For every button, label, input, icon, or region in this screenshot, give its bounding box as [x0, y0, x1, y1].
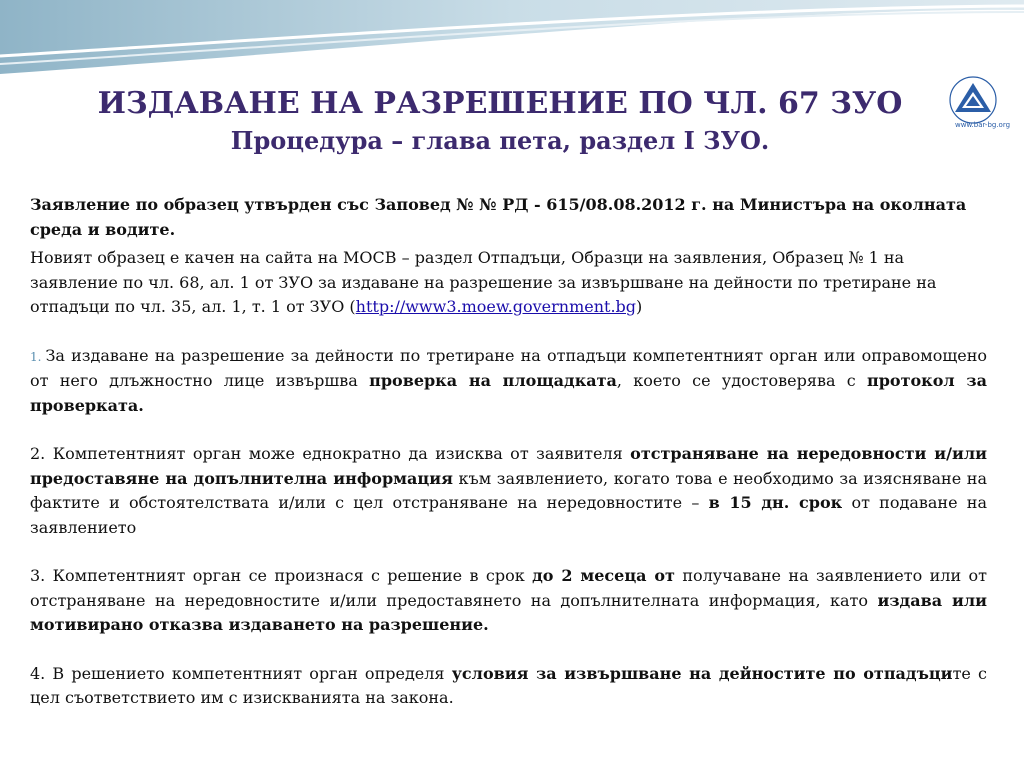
slide-body	[30, 193, 987, 711]
spacer	[30, 320, 987, 344]
item1-text-b: , което се удостоверява с	[616, 371, 868, 390]
intro-paragraph	[30, 193, 987, 242]
list-item-4	[30, 662, 987, 711]
item1-text-a: За издаване на разрешение за дейности по третиране на отпадъци компетентният орган или оправомощено от него длъжностно лице извършва	[30, 345, 987, 390]
moew-link[interactable]: http://www3.moew.government.bg	[355, 297, 637, 316]
item3-text-a: 3. Компетентният орган се произнася с решение в срок	[30, 566, 533, 585]
spacer	[30, 540, 987, 564]
header-swoosh-decoration	[0, 0, 1024, 80]
item3-bold-a: до 2 месеца от	[532, 566, 675, 585]
spacer	[30, 418, 987, 442]
intro-bold-text: Заявление по образец утвърден със Заповед № № РД - 615/08.08.2012 г. на Министъра на околната среда и водите.	[30, 195, 967, 239]
list-item-2	[30, 442, 987, 540]
intro-p2-text: Новият образец е качен на сайта на МОСВ – раздел Отпадъци, Образци на заявления, Образец № 1 на заявление по чл. 68, ал. 1 от ЗУО за издаване на разрешение за извършване на дейности по третиране на отпадъци по чл. 35, ал. 1, т. 1 от ЗУО (	[30, 248, 937, 316]
intro-paragraph-2	[30, 246, 987, 320]
slide-subtitle: Процедура – глава пета, раздел I ЗУО.	[230, 126, 770, 155]
list-number-1: 1.	[30, 349, 42, 364]
intro-p2-end: )	[636, 297, 643, 316]
spacer	[30, 638, 987, 662]
item2-text-b: към заявлението, когато това е необходимо за изясняване на фактите и обстоятелствата и/или с цел отстраняване на нередовностите –	[30, 468, 987, 512]
item1-bold-b: протокол за проверката.	[30, 371, 988, 415]
item1-bold-a: проверка на площадката	[369, 371, 617, 390]
item2-text-a: 2. Компетентният орган може еднократно да изисква от заявителя	[30, 444, 631, 463]
item3-bold-b: издава или мотивирано отказва издаването на разрешение.	[30, 590, 987, 634]
list-item-3	[30, 564, 987, 638]
item4-bold-a: условия за извършване на дейностите по отпадъци	[451, 663, 953, 683]
slide-title: ИЗДАВАНЕ НА РАЗРЕШЕНИЕ ПО ЧЛ. 67 ЗУО	[97, 86, 903, 121]
list-item-1	[30, 344, 987, 419]
item4-text-b: те с цел съответствието им с изискванията на закона.	[30, 663, 988, 707]
logo-url: www.bar-bg.org	[955, 121, 1011, 129]
item2-bold-a: отстраняване на нередовности и/или предоставяне на допълнителна информация	[30, 444, 988, 488]
item3-text-b: получаване на заявлението или от отстраняване на нередовностите и/или предоставянето на допълнителната информация, като	[30, 566, 988, 610]
item4-text-a: 4. В решението компетентният орган определя	[30, 663, 452, 683]
item2-text-c: от подаване на заявлението	[30, 493, 987, 537]
item2-bold-b: в 15 дн. срок	[708, 493, 843, 512]
